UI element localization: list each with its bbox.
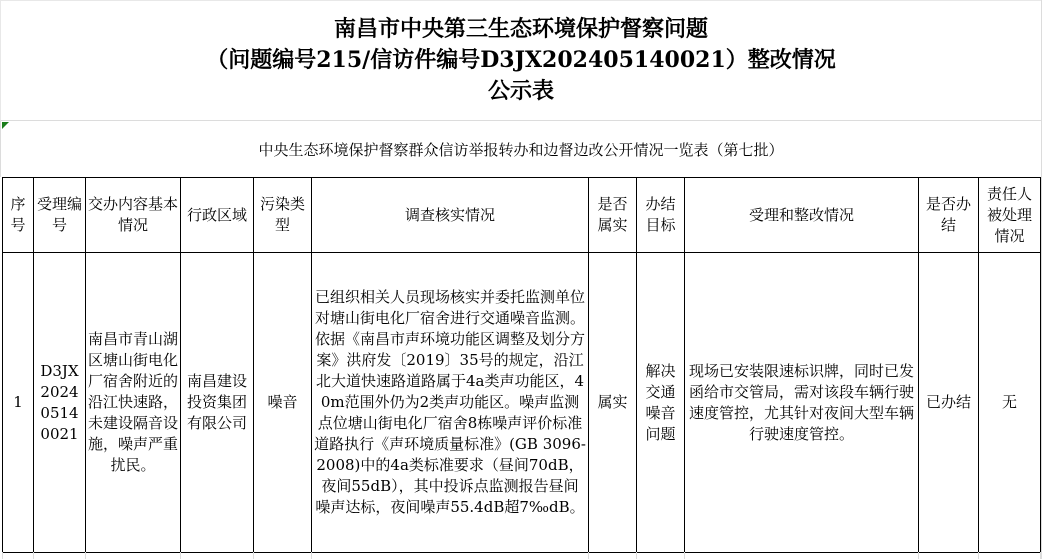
- table-row: [3, 253, 1041, 553]
- col-header-handling: 受理和整改情况: [685, 178, 919, 253]
- cell-pollution-type: 噪音: [254, 253, 312, 553]
- cell-handling: 现场已安装限速标识牌，同时已发函给市交管局，需对该段车辆行驶速度管控，尤其针对夜间大型车辆行驶速度管控。: [685, 253, 919, 553]
- col-header-accountability: 责任人被处理情况: [979, 178, 1041, 253]
- cell-region: 南昌建设投资集团有限公司: [181, 253, 254, 553]
- table-subtitle: 中央生态环境保护督察群众信访举报转办和边督边改公开情况一览表（第七批）: [258, 140, 784, 159]
- gridline-stub: [636, 552, 637, 559]
- table-header-row: [3, 178, 1041, 253]
- cell-seq: 1: [3, 253, 34, 553]
- gridline-stub: [2, 552, 3, 559]
- cell-case-no: D3JX202405140021: [34, 253, 86, 553]
- gridline-stub: [684, 552, 685, 559]
- gridline-stub: [588, 552, 589, 559]
- gridline-stub: [311, 552, 312, 559]
- col-header-verified: 是否属实: [589, 178, 637, 253]
- cell-accountability: 无: [979, 253, 1041, 553]
- gridline-stub: [180, 552, 181, 559]
- disclosure-table: [2, 177, 1041, 553]
- title-line-2: （问题编号215/信访件编号D3JX202405140021）整改情况: [206, 47, 836, 73]
- col-header-region: 行政区域: [181, 178, 254, 253]
- gridline-stub: [33, 552, 34, 559]
- cell-goal: 解决交通噪音问题: [637, 253, 685, 553]
- cell-content: 南昌市青山湖区塘山街电化厂宿舍附近的沿江快速路，未建设隔音设施，噪声严重扰民。: [86, 253, 181, 553]
- cell-verified: 属实: [589, 253, 637, 553]
- excel-error-marker-icon: [2, 122, 9, 129]
- col-header-case-no: 受理编号: [34, 178, 86, 253]
- col-header-goal: 办结目标: [637, 178, 685, 253]
- col-header-closed: 是否办结: [919, 178, 979, 253]
- gridline-stub: [1040, 552, 1041, 559]
- subtitle-row: [0, 121, 1041, 177]
- col-header-content: 交办内容基本情况: [86, 178, 181, 253]
- document-title: [0, 0, 1041, 121]
- col-header-seq: 序号: [3, 178, 34, 253]
- title-line-3: 公示表: [487, 78, 554, 104]
- gridline-stub: [85, 552, 86, 559]
- cell-investigation: 已组织相关人员现场核实并委托监测单位对塘山街电化厂宿舍进行交通噪音监测。依据《南昌市声环境功能区调整及划分方案》洪府发〔2019〕35号的规定，沿江北大道快速路道路属于4a类声功能区，40m范围外仍为2类声功能区。噪声监测点位塘山街电化厂宿舍8栋噪声评价标准道路执行《声环境质量标准》(GB 3096-2008)中的4a类标准要求（昼间70dB，夜间55dB），其中投诉点监测报告昼间噪声达标，夜间噪声55.4dB超7‰dB。: [312, 253, 589, 553]
- gridline-stub: [978, 552, 979, 559]
- cell-closed: 已办结: [919, 253, 979, 553]
- gridline-stub: [918, 552, 919, 559]
- gridline-stub: [253, 552, 254, 559]
- title-line-1: 南昌市中央第三生态环境保护督察问题: [333, 16, 708, 42]
- col-header-investigation: 调查核实情况: [312, 178, 589, 253]
- col-header-pollution-type: 污染类型: [254, 178, 312, 253]
